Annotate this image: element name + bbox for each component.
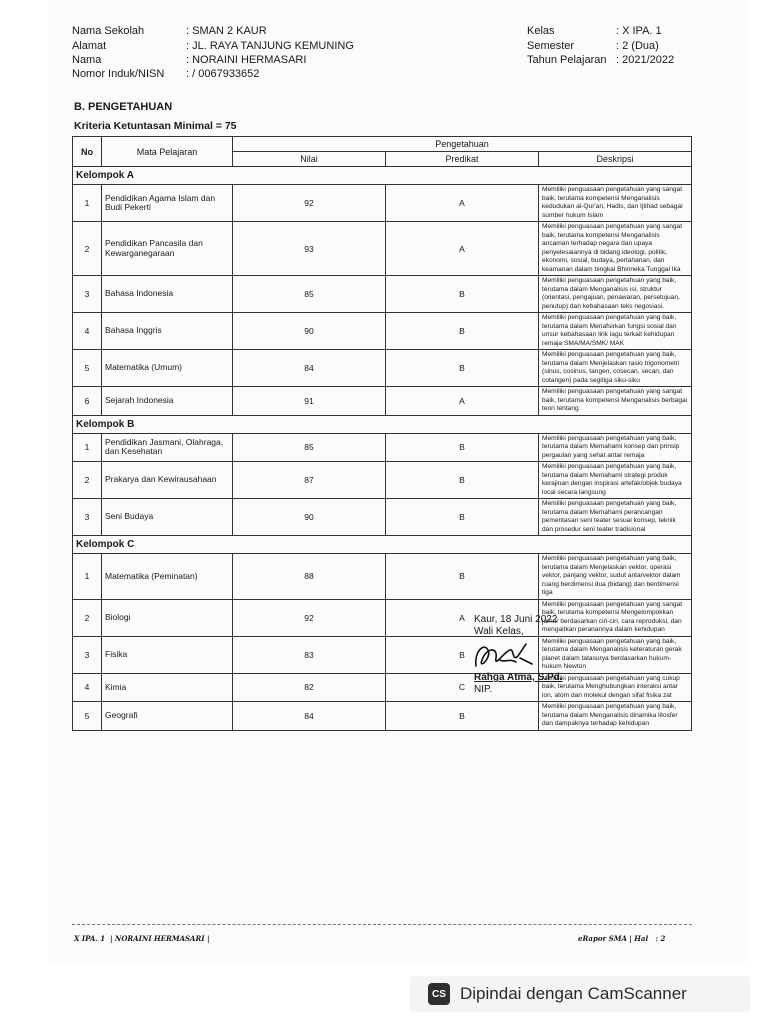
row-description: Memiliki penguasaan pengetahuan yang baik, terutama dalam Memahami perancangan pementasan seni teater sesuai konsep, teknik dan prosedur seni teater tradisional <box>539 499 692 536</box>
row-no: 1 <box>73 433 102 462</box>
camscanner-icon: CS <box>428 983 450 1005</box>
name-value: : NORAINI HERMASARI <box>186 54 307 66</box>
row-description: Memiliki penguasaan pengetahuan yang baik, terutama dalam Menganalisis dinamika litosfer dan dampaknya terhadap kehidupan <box>539 702 692 731</box>
signer-name: Rahga Atma, S.Pd. <box>474 672 563 683</box>
row-description: Memiliki penguasaan pengetahuan yang sangat baik, terutama kompetensi Menganalisis berbagai teori tentang <box>539 387 692 416</box>
row-no: 3 <box>73 636 102 673</box>
row-predicate: B <box>386 554 539 600</box>
signer-role: Wali Kelas, <box>474 626 524 637</box>
row-score: 87 <box>233 462 386 499</box>
row-predicate: B <box>386 462 539 499</box>
table-row <box>73 350 692 387</box>
row-predicate: B <box>386 636 539 673</box>
table-row <box>73 702 692 731</box>
row-subject: Bahasa Indonesia <box>102 276 233 313</box>
row-description: Memiliki penguasaan pengetahuan yang sangat baik, terutama kompetensi Mengelompokkan jamur berdasarkan ciri-ciri, cara reproduksi, dan mengaitkan peranannya dalam kehidupan <box>539 599 692 636</box>
kkm-text: Kriteria Ketuntasan Minimal = 75 <box>74 120 237 132</box>
address-label: Alamat <box>72 40 107 52</box>
row-score: 92 <box>233 185 386 222</box>
row-no: 2 <box>73 222 102 276</box>
row-no: 2 <box>73 599 102 636</box>
col-no: No <box>73 137 102 167</box>
row-predicate: B <box>386 350 539 387</box>
col-group: Pengetahuan <box>233 137 692 152</box>
address-value: : JL. RAYA TANJUNG KEMUNING <box>186 40 354 52</box>
camscanner-text: Dipindai dengan CamScanner <box>460 984 687 1003</box>
col-subject: Mata Pelajaran <box>102 137 233 167</box>
col-predicate: Predikat <box>386 152 539 167</box>
row-score: 82 <box>233 673 386 702</box>
signer-nip: NIP. <box>474 684 493 695</box>
group-row <box>73 536 692 554</box>
row-predicate: B <box>386 276 539 313</box>
row-description: Memiliki penguasaan pengetahuan yang baik, terutama dalam Memahami strategi produk kerajinan dengan inspirasi artefak/objek budaya local secara langsung <box>539 462 692 499</box>
row-description: Memiliki penguasaan pengetahuan yang cukup baik, terutama Menghubungkan interaksi antar ion, atom dan molekul dengan sifat fisika zat <box>539 673 692 702</box>
camscanner-watermark <box>410 976 750 1012</box>
row-score: 90 <box>233 499 386 536</box>
row-no: 4 <box>73 673 102 702</box>
row-score: 91 <box>233 387 386 416</box>
row-no: 5 <box>73 350 102 387</box>
row-no: 5 <box>73 702 102 731</box>
table-row <box>73 462 692 499</box>
group-name: Kelompok A <box>73 167 692 185</box>
row-no: 1 <box>73 554 102 600</box>
row-predicate: B <box>386 433 539 462</box>
row-subject: Sejarah Indonesia <box>102 387 233 416</box>
table-row <box>73 636 692 673</box>
row-score: 85 <box>233 433 386 462</box>
row-subject: Seni Budaya <box>102 499 233 536</box>
row-subject: Matematika (Umum) <box>102 350 233 387</box>
grades-table <box>72 136 692 731</box>
row-subject: Kimia <box>102 673 233 702</box>
row-description: Memiliki penguasaan pengetahuan yang baik, terutama dalam Menafsirkan fungsi sosial dan unsur kebahasaan lirik lagu terkait kehidupan remaja SMA/MA/SMK/ MAK <box>539 313 692 350</box>
row-description: Memiliki penguasaan pengetahuan yang baik, terutama dalam Memahami konsep dan prinsip pergaulan yang sehat antar remaja <box>539 433 692 462</box>
row-description: Memiliki penguasaan pengetahuan yang sangat baik, terutama kompetensi Menganalisis ancaman terhadap negara dan upaya penyelesaiannya di bidang ideologi, politik, ekonomi, sosial, budaya, pertahanan, dan keamanan dalam bingkai Bhinneka Tunggal Ika <box>539 222 692 276</box>
row-predicate: B <box>386 313 539 350</box>
table-row <box>73 433 692 462</box>
table-row <box>73 599 692 636</box>
row-subject: Fisika <box>102 636 233 673</box>
name-label: Nama <box>72 54 102 66</box>
footer-divider <box>72 924 692 925</box>
row-description: Memiliki penguasaan pengetahuan yang baik, terutama dalam Menjelaskan vektor, operasi vektor, panjang vektor, sudut antarvektor dalam ruang berdimensi dua (bidang) dan berdimensi tiga <box>539 554 692 600</box>
place-date: Kaur, 18 Juni 2022 <box>474 614 558 625</box>
row-no: 3 <box>73 276 102 313</box>
handwritten-signature <box>470 636 540 676</box>
row-description: Memiliki penguasaan pengetahuan yang sangat baik, terutama kompetensi Menganalisis kedudukan al-Qur'an, Hadis, dan Ijtihad sebagai sumber hukum Islam <box>539 185 692 222</box>
group-name: Kelompok C <box>73 536 692 554</box>
row-score: 90 <box>233 313 386 350</box>
row-subject: Geografi <box>102 702 233 731</box>
group-name: Kelompok B <box>73 415 692 433</box>
row-predicate: B <box>386 499 539 536</box>
row-predicate: B <box>386 702 539 731</box>
row-score: 84 <box>233 350 386 387</box>
row-predicate: C <box>386 673 539 702</box>
row-score: 88 <box>233 554 386 600</box>
section-title: B. PENGETAHUAN <box>74 101 173 113</box>
group-row <box>73 167 692 185</box>
table-row <box>73 387 692 416</box>
table-row <box>73 499 692 536</box>
row-score: 85 <box>233 276 386 313</box>
row-predicate: A <box>386 387 539 416</box>
school-value: : SMAN 2 KAUR <box>186 25 267 37</box>
footer-right: eRapor SMA | Hal : 2 <box>578 934 666 943</box>
row-score: 84 <box>233 702 386 731</box>
row-subject: Pendidikan Agama Islam dan Budi Pekerti <box>102 185 233 222</box>
grades-body <box>73 167 692 731</box>
row-score: 93 <box>233 222 386 276</box>
col-score: Nilai <box>233 152 386 167</box>
semester-value: : 2 (Dua) <box>616 40 659 52</box>
row-description: Memiliki penguasaan pengetahuan yang baik, terutama dalam Menjelaskan rasio trigonometri (sinus, cosinus, tangen, cosecan, secan, dan cotangen) pada segitiga siku-siku <box>539 350 692 387</box>
table-row <box>73 276 692 313</box>
row-subject: Pendidikan Jasmani, Olahraga, dan Kesehatan <box>102 433 233 462</box>
row-predicate: A <box>386 222 539 276</box>
row-score: 83 <box>233 636 386 673</box>
row-predicate: A <box>386 185 539 222</box>
table-row <box>73 673 692 702</box>
row-subject: Matematika (Peminatan) <box>102 554 233 600</box>
nisn-label: Nomor Induk/NISN <box>72 68 165 80</box>
year-value: : 2021/2022 <box>616 54 675 66</box>
nisn-value: : / 0067933652 <box>186 68 260 80</box>
class-value: : X IPA. 1 <box>616 25 662 37</box>
row-no: 6 <box>73 387 102 416</box>
signature-block <box>474 614 557 638</box>
school-label: Nama Sekolah <box>72 25 145 37</box>
row-score: 92 <box>233 599 386 636</box>
group-row <box>73 415 692 433</box>
row-subject: Biologi <box>102 599 233 636</box>
col-desc: Deskripsi <box>539 152 692 167</box>
table-row <box>73 313 692 350</box>
row-description: Memiliki penguasaan pengetahuan yang baik, terutama dalam Menganalisis keteraturan gerak planet dalam tatasurya berdasarkan hukum-hukum Newton <box>539 636 692 673</box>
row-no: 1 <box>73 185 102 222</box>
row-no: 2 <box>73 462 102 499</box>
footer-left: X IPA. 1 | NORAINI HERMASARI | <box>74 934 210 943</box>
row-no: 3 <box>73 499 102 536</box>
table-row <box>73 554 692 600</box>
class-label: Kelas <box>527 25 555 37</box>
table-row <box>73 185 692 222</box>
table-row <box>73 222 692 276</box>
row-subject: Bahasa Inggris <box>102 313 233 350</box>
semester-label: Semester <box>527 40 575 52</box>
row-no: 4 <box>73 313 102 350</box>
row-predicate: A <box>386 599 539 636</box>
year-label: Tahun Pelajaran <box>527 54 607 66</box>
row-description: Memiliki penguasaan pengetahuan yang baik, terutama dalam Menganalisis isi, struktur (orientasi, pengajuan, penawaran, persetujuan, penutup) dan kebahasaan teks negosiasi. <box>539 276 692 313</box>
row-subject: Prakarya dan Kewirausahaan <box>102 462 233 499</box>
row-subject: Pendidikan Pancasila dan Kewarganegaraan <box>102 222 233 276</box>
